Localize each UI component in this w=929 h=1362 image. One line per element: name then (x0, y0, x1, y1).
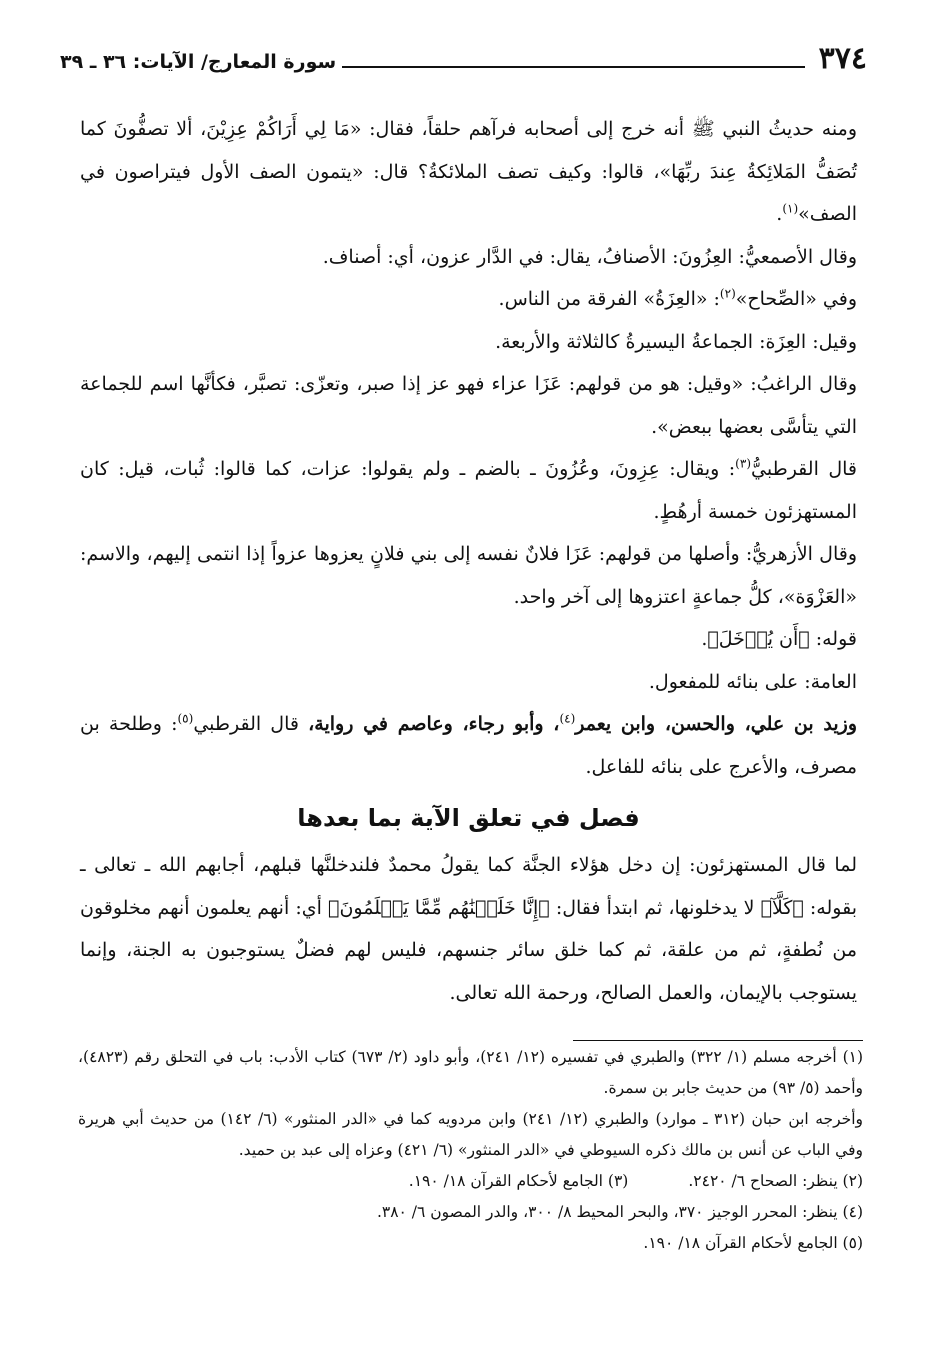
section-heading: فصل في تعلق الآية بما بعدها (297, 804, 640, 832)
page-header (60, 40, 867, 74)
paragraph-text: وفي «الصِّحاح» (735, 288, 857, 310)
paragraph-section: لما قال المستهزئون: إن دخل هؤلاء الجنَّة كما يقولُ محمدٌ فلندخلنَّها قبلهم، أجابهم الله ـ تعالى ـ بقوله: ﴿كَلَّآ﴾ لا يدخلونها، ثم ابتدأ فقال: ﴿إِنَّا خَلَقۡنَٰهُم مِّمَّا يَعۡلَمُونَ﴾ أي: أنهم يعلمون أنهم مخلوقون من نُطفةٍ، ثم من علقة، ثم كما خلق سائر جنسهم، فليس لهم فضلٌ يستوجبون به الجنة، وإنما يستوجب بالإيمان، والعمل الصالح، ورحمة الله تعالى. (80, 854, 857, 1004)
footnote-pair (78, 1166, 863, 1197)
readers-bold: ، وأبو رجاء، وعاصم في رواية، (308, 713, 560, 735)
page-number: ٣٧٤ (818, 41, 867, 76)
paragraph-sihah (80, 278, 857, 321)
paragraph-amma: العامة: على بنائه للمفعول. (648, 670, 857, 693)
paragraph-text: قال القرطبي (193, 713, 309, 735)
paragraph-hadith (80, 108, 857, 236)
paragraph-raghib: وقال الراغبُ: «وقيل: هو من قولهم: عَزَا عزاء فهو عز إذا صبر، وتعزّى: تصبَّر، فكأنَّها اسم للجماعة التي يتأسَّى بعضها ببعض». (80, 373, 857, 438)
paragraph-izah: وقيل: العِزَة: الجماعةُ اليسيرةُ كالثلاثة والأربعة. (495, 330, 857, 353)
paragraph-verse-quote: قوله: ﴿أَن يُدۡخَلَ﴾. (701, 628, 857, 650)
paragraph-text: : وطلحة بن مصرف، والأعرج على بنائه للفاعل. (80, 713, 857, 778)
footnote-ref: (٣) (735, 456, 751, 471)
paragraph-readers (80, 703, 857, 788)
footnote-ref: (٤) (559, 711, 576, 726)
footnote-divider (573, 1040, 863, 1041)
punctuation: . (776, 203, 783, 225)
readers-bold: وزيد بن علي، والحسن، وابن يعمر (575, 713, 857, 735)
main-text (80, 108, 857, 1014)
footnotes (78, 1042, 863, 1259)
paragraph-text: : ويقال: عِزِونَ، وعُزُونَ ـ بالضم ـ ولم يقولوا: عزات، كما قالوا: ثُبات، قيل: كان المستهزئون خمسة أرهُطٍ. (80, 458, 857, 523)
paragraph-text: قال القرطبيُّ (751, 458, 857, 480)
footnote-4: (٤) ينظر: المحرر الوجيز ٣٧٠، والبحر المحيط ٨/ ٣٠٠، والدر المصون ٦/ ٣٨٠. (376, 1203, 863, 1221)
footnote-ref: (١) (782, 201, 799, 216)
footnote-3: (٣) الجامع لأحكام القرآن ١٨/ ١٩٠. (408, 1172, 629, 1190)
footnote-2: (٢) ينظر: الصحاح ٦/ ٢٤٢٠. (688, 1172, 863, 1190)
footnote-ref: (٥) (177, 711, 194, 726)
paragraph-qurtubi (80, 448, 857, 533)
paragraph-text: : «العِزَةُ» الفرقة من الناس. (498, 288, 720, 310)
header-rule (342, 66, 804, 68)
paragraph-asmai: وقال الأصمعيُّ: العِزُونَ: الأصنافُ، يقال: في الدَّار عزون، أي: أصناف. (322, 245, 857, 268)
footnote-1-cont: وأخرجه ابن حبان (٣١٢ ـ موارد) والطبري (١٢/ ٢٤١) وابن مردويه كما في «الدر المنثور» (٦/ ١٤٢) من حديث أبي هريرة وفي الباب عن أنس بن مالك ذكره السيوطي في «الدر المنثور» (٦/ ٤٢١) وعزاه إلى عبد بن حميد. (78, 1110, 864, 1159)
footnote-ref: (٢) (719, 286, 736, 301)
surah-title: سورة المعارج/ الآيات: ٣٦ ـ ٣٩ (60, 51, 337, 73)
footnote-1: (١) أخرجه مسلم (١/ ٣٢٢) والطبري في تفسيره (١٢/ ٢٤١)، وأبو داود (٢/ ٦٧٣) كتاب الأدب: باب في التحلق رقم (٤٨٢٣)، وأحمد (٥/ ٩٣) من حديث جابر بن سمرة. (78, 1048, 864, 1097)
paragraph-text: ومنه حديثُ النبي ﷺ أنه خرج إلى أصحابه فرآهم حلقاً، فقال: «مَا لِي أَرَاكُمْ عِزِيْنَ، ألا تصفُّونَ كما تُصَفُّ المَلائِكةُ عِندَ ربِّهَا»، قالوا: وكيف تصف الملائكةُ؟ قال: «يتمون الصف الأول فيتراصون في الصف» (80, 118, 857, 225)
paragraph-azhari: وقال الأزهريُّ: وأصلها من قولهم: عَزَا فلانٌ نفسه إلى بني فلانٍ يعزوها عزواً إذا انتمى إليهم، والاسم: «العَزْوَة»، كلُّ جماعةٍ اعتزوها إلى آخر واحد. (80, 543, 857, 608)
footnote-5: (٥) الجامع لأحكام القرآن ١٨/ ١٩٠. (643, 1234, 863, 1252)
